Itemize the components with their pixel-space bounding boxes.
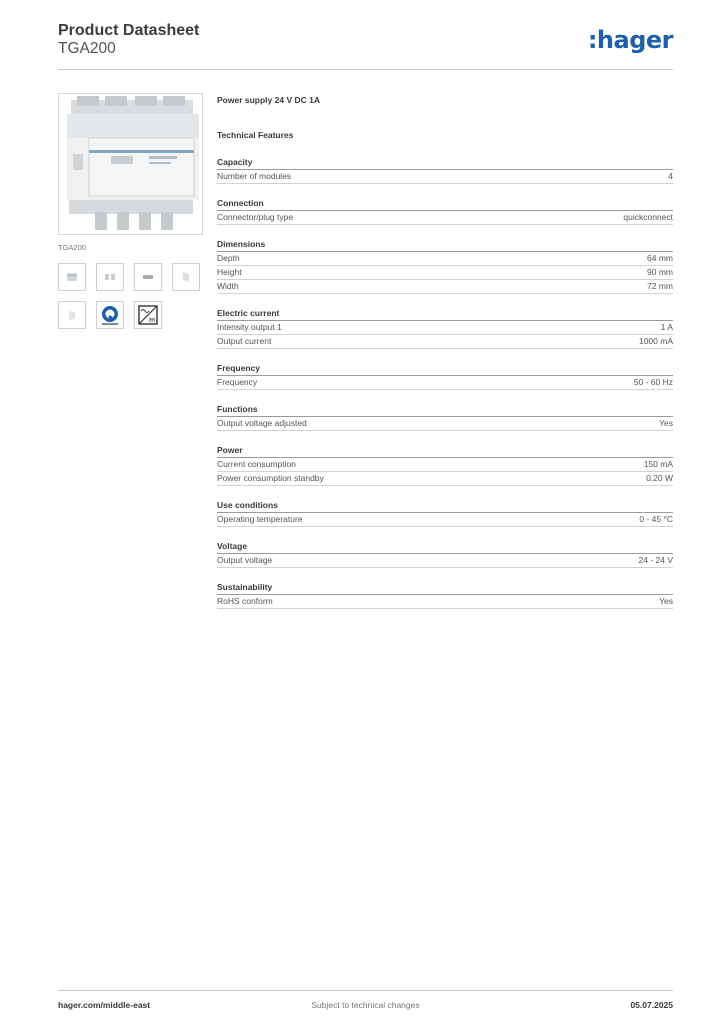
- spec-value: Yes: [659, 596, 673, 606]
- product-photo: [58, 93, 203, 235]
- angle-view-thumbnail[interactable]: [172, 263, 200, 291]
- spec-row: [217, 376, 673, 390]
- spec-label: Output current: [217, 336, 272, 346]
- spec-row: [217, 266, 673, 280]
- spec-value: 50 - 60 Hz: [633, 377, 673, 387]
- spec-row: [217, 458, 673, 472]
- spec-label: Height: [217, 267, 242, 277]
- spec-value: 0 - 45 °C: [639, 514, 673, 524]
- spec-group: [217, 307, 673, 349]
- terminal-view-thumbnail[interactable]: [134, 263, 162, 291]
- hager-logo: :hager: [587, 26, 673, 54]
- footer-date: 05.07.2025: [630, 1000, 673, 1010]
- spec-row: [217, 321, 673, 335]
- spec-row: [217, 335, 673, 349]
- spec-group: [217, 197, 673, 225]
- spec-label: Current consumption: [217, 459, 296, 469]
- front-view-icon: [65, 270, 79, 284]
- spec-row: [217, 417, 673, 431]
- technical-features-heading: Technical Features: [217, 130, 294, 140]
- spec-group-title: Capacity: [217, 156, 673, 170]
- spec-value: 24 - 24 V: [638, 555, 673, 565]
- spec-value: 72 mm: [647, 281, 673, 291]
- spec-value: 1 A: [660, 322, 673, 332]
- spec-label: Connector/plug type: [217, 212, 294, 222]
- spec-value: 150 mA: [643, 459, 673, 469]
- spec-row: [217, 595, 673, 609]
- spec-row: [217, 513, 673, 527]
- spec-group: [217, 540, 673, 568]
- spec-group-title: Frequency: [217, 362, 673, 376]
- spec-value: 64 mm: [647, 253, 673, 263]
- spec-label: RoHS conform: [217, 596, 273, 606]
- spec-group-title: Functions: [217, 403, 673, 417]
- quickconnect-badge-thumbnail[interactable]: [96, 301, 124, 329]
- spec-value: 4: [668, 171, 673, 181]
- spec-group: [217, 581, 673, 609]
- spec-label: Output voltage: [217, 555, 273, 565]
- page-footer: [58, 990, 673, 1017]
- technical-specifications: [217, 95, 673, 609]
- front-view-thumbnail[interactable]: [58, 263, 86, 291]
- spec-label: Width: [217, 281, 239, 291]
- spec-group: [217, 444, 673, 486]
- spec-group-title: Connection: [217, 197, 673, 211]
- spec-value: quickconnect: [623, 212, 673, 222]
- power-supply-module-image: [59, 94, 202, 234]
- spec-value: 0.20 W: [646, 473, 673, 483]
- spec-group-title: Voltage: [217, 540, 673, 554]
- spec-group: [217, 403, 673, 431]
- document-title: Product Datasheet: [58, 22, 200, 39]
- spec-label: Depth: [217, 253, 240, 263]
- rear-view-icon: [65, 308, 79, 322]
- spec-row: [217, 170, 673, 184]
- spec-label: Intensity output 1: [217, 322, 282, 332]
- spec-group: [217, 238, 673, 294]
- dc-output-symbol-icon: [137, 304, 159, 326]
- spec-label: Power consumption standby: [217, 473, 324, 483]
- side-view-icon: [103, 270, 117, 284]
- side-view-thumbnail[interactable]: [96, 263, 124, 291]
- spec-group: [217, 156, 673, 184]
- spec-value: Yes: [659, 418, 673, 428]
- spec-group-title: Dimensions: [217, 238, 673, 252]
- spec-group-title: Use conditions: [217, 499, 673, 513]
- spec-row: [217, 280, 673, 294]
- spec-row: [217, 554, 673, 568]
- dc-output-symbol-thumbnail[interactable]: [134, 301, 162, 329]
- spec-label: Number of modules: [217, 171, 292, 181]
- product-description: Power supply 24 V DC 1A: [217, 95, 320, 105]
- spec-label: Operating temperature: [217, 514, 303, 524]
- spec-label: Output voltage adjusted: [217, 418, 307, 428]
- product-reference: TGA200: [58, 40, 116, 57]
- spec-row: [217, 472, 673, 486]
- page-header: [58, 22, 673, 70]
- spec-row: [217, 252, 673, 266]
- footer-notice: Subject to technical changes: [311, 1000, 420, 1010]
- spec-value: 90 mm: [647, 267, 673, 277]
- spec-value: 1000 mA: [638, 336, 673, 346]
- spec-group-title: Power: [217, 444, 673, 458]
- terminal-view-icon: [141, 270, 155, 284]
- spec-group: [217, 362, 673, 390]
- footer-website-link[interactable]: hager.com/middle-east: [58, 1000, 151, 1010]
- spec-group-title: Sustainability: [217, 581, 673, 595]
- spec-groups: [217, 156, 673, 609]
- angle-view-icon: [179, 270, 193, 284]
- spec-label: Frequency: [217, 377, 258, 387]
- spec-row: [217, 211, 673, 225]
- spec-group: [217, 499, 673, 527]
- quickconnect-badge-icon: [98, 303, 122, 327]
- rear-view-thumbnail[interactable]: [58, 301, 86, 329]
- photo-caption: TGA200: [58, 243, 86, 252]
- spec-group-title: Electric current: [217, 307, 673, 321]
